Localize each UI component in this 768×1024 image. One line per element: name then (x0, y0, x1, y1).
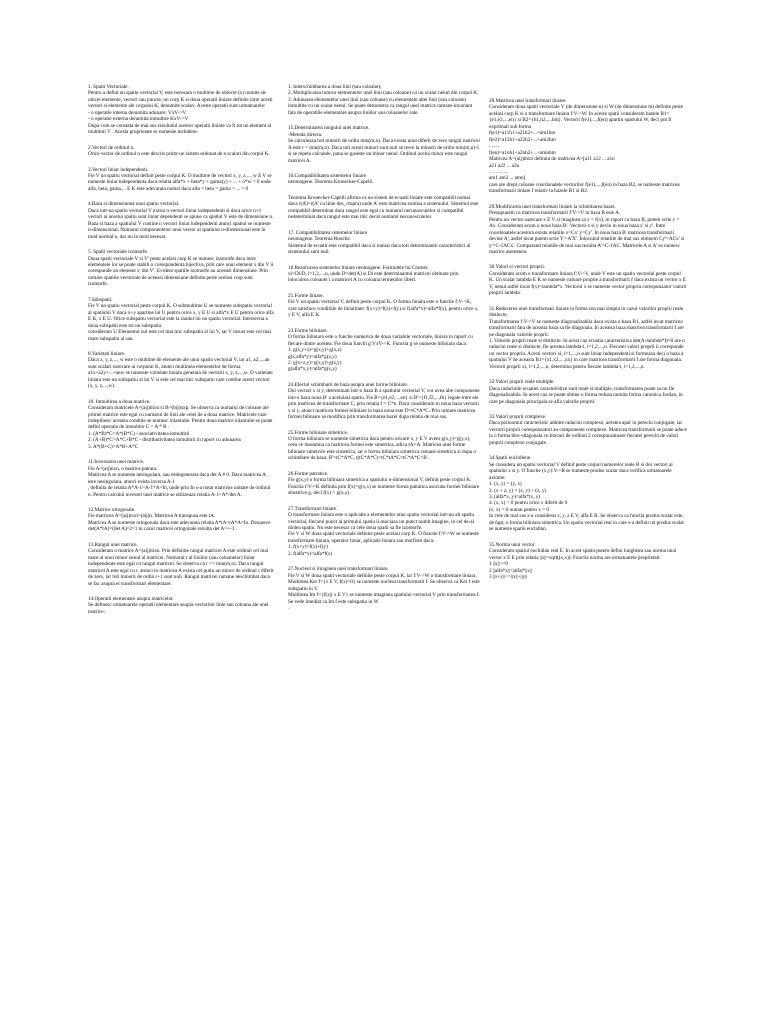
section-body: Consideram doua spatii vectoriale V (de dimensiune n) si W (de dimensiune m) definite peste acelasi corp K si o transformare liniara f:V->W. In aceste spatii consideram bazele B1={e1,e2,...,en} si B2={h1,h2,...,hm}. Vectorii f(e1),...,f(en) apartin spatiului W, deci pot fi exprimati sub forma f(e1)=a11h1+a21h2+...+am1hm f(e2)=a12h1+a22h2+...+am2hm ......... f(en)=a1nh1+a2nh2+...+amnhm Matricea A=(aij)mxn definita de matricea A=[a11 a12 ... a1n a21 a22 ... a2n ... ... ... ... am1 am2 ... amn] care are drept coloane coordonatele vectorilor f(e1),...,f(en) in baza B2, se numeste matricea transformarii liniare f relativ la bazele B1 si B2. (489, 104, 683, 195)
section (489, 306, 687, 371)
section-heading: 24.Efectul schimbarii de baza asupra unei forme biliniare. (288, 381, 408, 388)
section-body: Transformarea f:V->V se numeste diagonalizabila daca exista o baza B1, astfel incat matricea transformarii fata de aceasta baza sa fie diagonala. In aceasta baza matricea transformarii f are pe diagonala valorile proprii. 1. Valorile proprii reale si distincte. In acest caz ecuatia caracteristica det(A-lambda*I)=0 are n radacini reale si distincte, fie acestea lambda-i, i=1,2,...,n. Fiecarei valori proprii ii corespunde un vector propriu. Acesti vectori xi, i=1,...,n sunt liniar independenti si formeaza deci o baza a spatiului V de aceasta B1={x1,x2,...,xn} in care matricea transformarii f are forma diagonala. Vectorii proprii xi, i=1,2,...,n, determina pentru fiecare lambda-i, i=1,2,...,n. (489, 318, 685, 370)
section-body: xi=Di/D, i=1,2,...,n, unde D=det(A) si Di este determinantul matricei obtinute prin inlocuirea coloanei i a matricei A cu coloana termenilor liberi. (288, 270, 459, 284)
section (489, 414, 687, 446)
section-body: Consideram acum o transformare liniara f:V->V, unde V este un spatiu vectorial peste corpul K. Un scalar lambda E K se numeste valoare proprie a transformarii f daca exista un vector x E V, nenul astfel incat f(x)=lambda*x. Vectorul x se numeste vector propriu corespunzator valorii proprii lambda. (489, 270, 687, 297)
section (288, 430, 480, 462)
section-heading: 5. Spatii vectoriale izomorfe. (88, 249, 149, 256)
section (489, 98, 687, 195)
section (288, 506, 480, 558)
section (88, 542, 274, 587)
column-right (489, 0, 687, 1024)
section-body: Daca intr-un spatiu vectorial V exista n vectori liniar independenti si daca orice n+1 vectori ai acestui spatiu sunt liniar dependenti se spune ca spatiul V este de dimensiune n. Baza si baza a spatiului V contine n vectori liniar independenti atunci spatiul se numeste n-dimensional. Numarul componentelor unui vector al spatiului n-dimensional este in mod normal n, dar nu in mod necesar. (88, 207, 274, 240)
section-body: -Metoda directa. Se calculeaza toti minorii de ordin min(m,n). Daca exista unul diferit de zero rangul matricei A este r = min(m,n). Daca toti acesti minori sunt nuli se trece la minorii de ordin min(m,n)-1 si se repeta calculele, pana se gaseste un minor nenul. Ordinul acelui minor este rangul matricei A. (288, 131, 480, 164)
section-body: Fie V un spatiu vectorial definit peste corpul K. O multime de vectori x, y, z,..., w E V se numeste liniar independenta daca relatia alfa*x + beta*y + gama(y) + ... + o*w = 0 unde alfa, beta, gama,... E K este adevarata numai daca alfa = beta = gama = ... = 0 (88, 172, 272, 192)
column-middle (288, 0, 480, 1024)
section-body: Fie A=(aij)nxn, o matrice patrata. Matricea A se numeste nesingulara, sau nedegenerata daca det A # 0. Daca matricea A este nesingulara, atunci exista inversa A-1 , definita de relatia A*A-1=A-1*A=In, unde prin In s-a notat matricea unitate de ordinul n. Pentru calculul inversei unei matrice se utilizeaza relatia A-1=A*/det A. (88, 465, 271, 498)
section-body: 1. Interschimbarea a doua linii (sau coloane); 2. Multiplicarea tuturor elementelor unei linii (sau coloane) cu un scalar nenul din corpul K; 3. Adunarea elementelor unei linii (sau coloane) cu elementele altei linii (sau coloane) inmultite cu un scalar nenul. Se poate demonstra ca rangul unei matrice ramane invariant fata de operatiile elementare asupra liniilor sau coloanelor sale. (288, 84, 479, 116)
section-heading: 1. Spatii Vectoriale. (88, 84, 129, 90)
section (489, 455, 687, 532)
section (288, 328, 480, 373)
section-body: Se considera un spatiu vectorial V definit peste corpul numerelor reale R si doi vectori ai spatiului x si y. O functie (x,y):V->R se numeste produs scalar daca verifica urmatoarele axiome: 1. (x, y) = (y, x) 2. (x + z, y) = (x, y) + (z, y) 3. (alfa*x, y)=alfa*(x, y) 4. (x, x) > 0 pentru orice x diferit de 0 (x, x) = 0 numai pentru x = 0 In cele de mai sus s-a considerat x, y, z E V, alfa E R. Se observa ca functia produs scalar este, de fapt, o forma biliniara simetrica. Un spatiu vectorial real in care s-a definit un produs scalar se numeste spatiu euclidian. (489, 461, 685, 533)
section-heading: 2.Vectori de ordinul n. (88, 144, 135, 151)
section-heading: 8.Varietati liniare. (88, 350, 126, 357)
section-heading: 14.Operatii elementare asupra matricelor. (88, 596, 174, 602)
section (288, 471, 480, 497)
section-heading: 28.Matricea unei transformari liniare. (489, 98, 567, 104)
section-body: Consideram matricele A=(aij)mxn si B=(bij)nxp. Se observa ca numarul de coloane ale primei matrice este egal cu numarul de linii ale celei de a doua matrice. Matricele care indeplinesc aceasta conditie se numesc inlantuite. Pentru doua matrice inlantuite se poate defini operatia de inmultire C = A * B . 1. (A*B)*C=A*(B*C) - asociativitatea inmultirii 2. (A+B)*C=A*C+B*C - distributivitatea inmultirii in raport cu adunarea 3. A*(B+C)=A*B+A*C (88, 405, 273, 450)
section-heading: 15.Determinarea rangului unei matrice. (288, 125, 370, 132)
section (88, 297, 274, 342)
section-heading: 18.Rezolvarea sistemelor liniare neomogene. Formulele lui Cramer. (288, 264, 429, 271)
section-heading: 21.Forme liniare. (288, 292, 324, 299)
section-heading: 25.Forme biliniare simetrice. (288, 429, 349, 436)
section-heading: 32.Valori proprii reale multiple. (489, 379, 555, 386)
section-heading: 31.Reducerea unei transformari liniare la forma cea mai simpla in cazul valorilor proprii reale distincte. (489, 305, 684, 319)
section-heading: 17. Compatibilitatea sistemelor liniare (288, 229, 368, 236)
section (288, 230, 480, 256)
section-body: Teorema Kronecker-Capelli afirma ca un sistem de ecuatii liniare este compatibil numai daca r(A)=r(A' cu linie des_ctupra) unde A' este matricea extinsa a sistemului. Sistemul este compatibil determinat daca rangul este egal cu numarul necunoscutelor si compatibil nedeterminat daca rangul este mai mic decat numarul necunoscutelor. (288, 194, 479, 221)
section-heading: 10. Inmultirea a doua matrice. (88, 398, 151, 405)
section (88, 507, 274, 533)
section-body: Orice vector de ordinul n este descris printr-un sistem ordonat de n scalari din corpul K. (88, 151, 270, 158)
section-body: Consideram spatiul euclidian real E. In acest spatiu putem defini lungimea sau norma unui vector x E E prin relatia ||x||=sqrt((x,x)). Functia norma are urmatoarele proprietati: 1 ||x||>=0 2 ||alfa*x||=|alfa|*||x|| 3 ||x+y||<=||x||+||y|| (489, 548, 677, 580)
section (288, 265, 480, 284)
section (88, 167, 274, 193)
section-body: Pentru a defini un spatiu vectorial V, este necesara o multime de obiecte (x) numite de obicei elemente, vectori sau puncte, un corp K si doua operatii liniare definite intre acesti vectori si elemente ale corpului K, denumite scalari. Aceste operatii sunt urmatoarele: - o operatie interna denumita adunare: VxV->V - o operatie externa denumita inmultire KxV->V Dupa cum se constata de mai sus rezultatul acestor operatii liniare va fi tot un element al multimii V . Acesta proprietate se numeste inchidere. (88, 90, 273, 136)
section (288, 566, 480, 611)
section-body: O forma biliniara se numeste simetrica daca pentru oricare x, y E V avem g(x,y)=g(y,x), ceea ce inseamna ca matricea formei este simetrica, adica tA=A. Matricea unei forme biliniare simetrice este simetrica, iar o forma biliniara simetrica ramane simetrica si dupa o schimbare de baza. B'=tC*A*C, t(tC*A*C)=tC*tA*C=tC*A*C=B'. (288, 436, 476, 462)
section-heading: 29.Modificarea unei transformari liniare la schimbarea bazei. (489, 203, 616, 210)
section-body: Fie V un spatiu vectorial V, definit peste corpul K. O forma liniara este o functie f:V->K, care satisface conditiile de liniaritate: f(x+y)=f(x)+f(y) si f(alfa*x)=alfa*f(x), pentru orice x, y E V, alfa E K. (288, 299, 479, 319)
section (88, 84, 274, 136)
section (288, 293, 480, 319)
column-left (88, 0, 274, 1024)
section-body: Daca x, y, z,..., w este o multime de elemente ale unui spatiu vectorial V, iar a1, a2,...,an sunt scalari oarecare ai corpului K, atunci multimea elementelor de forma a1x+a2y+...+anw se numeste varietate liniara generata de vectorii x, y, z,...,w. O varietate liniara este un subspatiu al lui V si este cel mai mic subspatiu care contine acesti vectori (x, y, z,...,w). (88, 357, 273, 390)
section-body: Consideram o matrice A=(aij)mxn. Prin definitie rangul matricei A este ordinul cel mai mare al unui minor nenul al matricei. Numarul r al liniilor (sau coloanelor) liniar independente este egal cu rangul matricei. Se observa ca r <= min(m,n). Daca rangul matricei A este egal cu r, atunci in matricea A exista cel putin un minor de ordinul r diferit de zero, iar toti minorii de ordin r+1 sunt nuli. Rangul matricei ramane neschimbat daca se fac asupra ei transformari elementare. (88, 548, 274, 587)
section-heading: 23.Forme biliniare. (288, 327, 328, 334)
section-heading: 4.Baza si dimensiunea unui spatiu vectorial. (88, 201, 180, 208)
section-body: O transformare liniara este o aplicatie a elementelor unui spatiu vectorial intr-un alt spatiu vectorial, fiecarui punct al primului spatiu ii asociaza un punct numit imagine, in cel de-al doilea spatiu. Nu este necesar ca cele doua spatii sa fie izomorfe. Fie V si W doua spatii vectoriale definite peste acelasi corp K. O functie f:V->W se numeste transformare liniara, operator liniar, aplicatie liniara sau morfism daca: 1. f(x+y)=f(x)+f(y) 2. f(alfa*x)=alfa*f(x) (288, 512, 479, 557)
section (88, 399, 274, 451)
section-body: Daca polinomul caracteristic admite radacini complexe, acestea apar in perechi conjugate, iar vectorii proprii corespunzatori au componente complexe. Matricea transformarii se poate aduce la o forma bloc-diagonala cu blocuri de ordinul 2 corespunzatoare fiecarei perechi de valori proprii complexe conjugate. (489, 420, 687, 446)
section-body: O forma biliniara este o functie numerica de doua variabile vectoriale, liniara in raport cu fiecare dintre acestea. Fie doua functii g:VxV->K. Functia g se numeste biliniara daca: 1. g(x,y+z)=g(x,y)+g(x,z) g(x,alfa*y)=alfa*g(x,y) 2. g(x+z,y)=g(x,y)+g(z,y) g(alfa*x,y)=alfa*g(x,y) (288, 334, 473, 373)
section-body: Fie g(x,y) o forma biliniara simetrica a spatiului n-dimensional V, definit peste corpul K. Functia f:V->K definita prin f(x)=g(x,x) se numeste forma patratica asociata formei biliniare simetrice g, deci f(x) = g(x,x). (288, 477, 480, 497)
section-heading: 3.Vectori liniar independenti. (88, 166, 149, 173)
section (88, 596, 274, 615)
section (489, 204, 687, 256)
section (288, 195, 480, 221)
section-body: Daca radacinile ecuatiei caracteristice sunt reale si multiple, transformarea poate sa nu fie diagonalizabila. In acest caz se poate obtine o forma redusa numita forma canonica Jordan, in care pe diagonala principala se afla valorile proprii. (489, 385, 683, 405)
section (489, 264, 687, 296)
section-body: Se definesc urmatoarele operatii elementare asupra vectorilor linie sau coloana ale unei matrice: (88, 602, 269, 615)
section (288, 125, 480, 164)
section-heading: 11.Inversarea unei matrice. (88, 459, 145, 466)
section (88, 145, 274, 158)
section-heading: 26.Forme patratice. (288, 470, 329, 477)
section-heading: 7.Subspatii. (88, 296, 113, 303)
section (288, 84, 480, 116)
section-body: Presupunem ca matricea transformarii f:V->V in baza B este A. Pentru un vector oarecare x E V si imaginea sa y = f(x), in raport cu baza B, putem scrie y = Ax. Consideram acum o noua baza B'. Vectorii x si y devin in noua baza x' si y'. Intre coordonatele acestora exista relatiile x=Cx' y=Cy'. In noua baza B' matricea transformarii devine A', astfel incat putem scrie Y'=A'X'. Inlocuind relatiile de mai sus obtinem Cy'=ACx' si y'=C-1ACx'. Comparand relatiile de mai sus rezulta A'=C-1AC. Matricele A si A' se numesc matrice asemenea. (489, 210, 685, 255)
section-body: Fie V si W doua spatii vectoriale definite peste corpul K, iar f:V->W o transformare liniara. Multimea Ker f={x E V, f(x)=0} se numeste nucleul transformarii f. Se observa ca Ker f este subspatiu in V. Multimea Im f={f(x)| x E V} se numeste imaginea spatiului vectorial V prin transformarea f. Se vede imediat ca Im f este subspatiu in W . (288, 572, 480, 611)
section-body: neomogene. Teorema Kronecker-Capelli. (288, 179, 374, 186)
section (88, 459, 274, 498)
section-heading: 16.Compatibilitatea sistemelor liniare (288, 172, 366, 179)
section-body: neomogene. Teorema Rouche. Sistemul de ecuatii este compatibil daca si numai daca toti determinantii caracteristici ai sistemului sunt nuli. (288, 236, 471, 256)
section-heading: 34.Spatii euclidiene. (489, 455, 532, 462)
section (88, 249, 274, 288)
section-body: Fie V un spatiu vectorial peste corpul K. O submultime U se numeste subspatiu vectorial al spatiului V daca x+y apartine lui U pentru orice x, y E U si alfa*x E U pentru orice alfa E K, x E U. Orice subspatiu vectorial este la randul lui un spatiu vectorial. Intersectia a doua subspatii este tot un subspatiu. consideram U Elementul nul este cel mai mic subspatiu al lui V, iar V insusi este cel mai mare subspatiu al sau. (88, 303, 274, 342)
section-body: Doua spatii vectoriale V si V' peste acelasi corp K se numesc izomorfe daca intre elementele lor se poate stabili o corespondenta bijectiva, prin care unui element x din V ii corespunde un element x' din V'. Evident spatiile izomorfe au aceeasi dimensiune. Prin urmare spatiile vectoriale de aceeasi dimensiune definite peste acelasi corp sunt izomorfe. (88, 255, 274, 288)
section-heading: 30.Valori si vectori proprii. (489, 264, 546, 271)
section (88, 351, 274, 390)
section (288, 382, 480, 421)
section (489, 542, 687, 581)
section-heading: 13.Rangul unei matrice. (88, 541, 138, 548)
section-heading: 12.Matrice ortogonale. (88, 507, 136, 514)
section-heading: 33.Valori proprii complexe. (489, 414, 547, 421)
section-heading: 27.Nucleul si imaginea unei transformari liniare. (288, 566, 389, 573)
section-body: Fie matricea A=(aij)nxn=(aij)n. Matricea A transpusa este tA. Matricea A se numeste ortogonala daca este adevarata relatia A*tA=tA*A=In. Deoarece det(A*tA)=(det A)^2=1 in cazul matricei ortogonale rezulta det A=+-1 . (88, 513, 271, 533)
section-heading: 27.Transformari liniare. (288, 505, 338, 512)
section (88, 201, 274, 240)
section-heading: 35.Norma unui vector. (489, 541, 536, 548)
section (489, 379, 687, 405)
section (288, 173, 480, 186)
section-body: Doi vectori x si y, determinati intr-o baza B a spatiului vectorial V, vor avea alte componente intr-o baza noua B' a aceluiasi spatiu. Fie B={e1,e2,...,en} si B'={f1,f2,...,fn} legate intre ele prin matricea de transformare C, prin relatia f = C*e. Daca consideram in noua baza vectorii x si y, atunci matricea formei biliniare in baza noua este D=tC*A*C. Prin urmare matricea formei biliniare se modifica prin transformarea bazei dupa relatia de mai sus. (288, 388, 480, 421)
